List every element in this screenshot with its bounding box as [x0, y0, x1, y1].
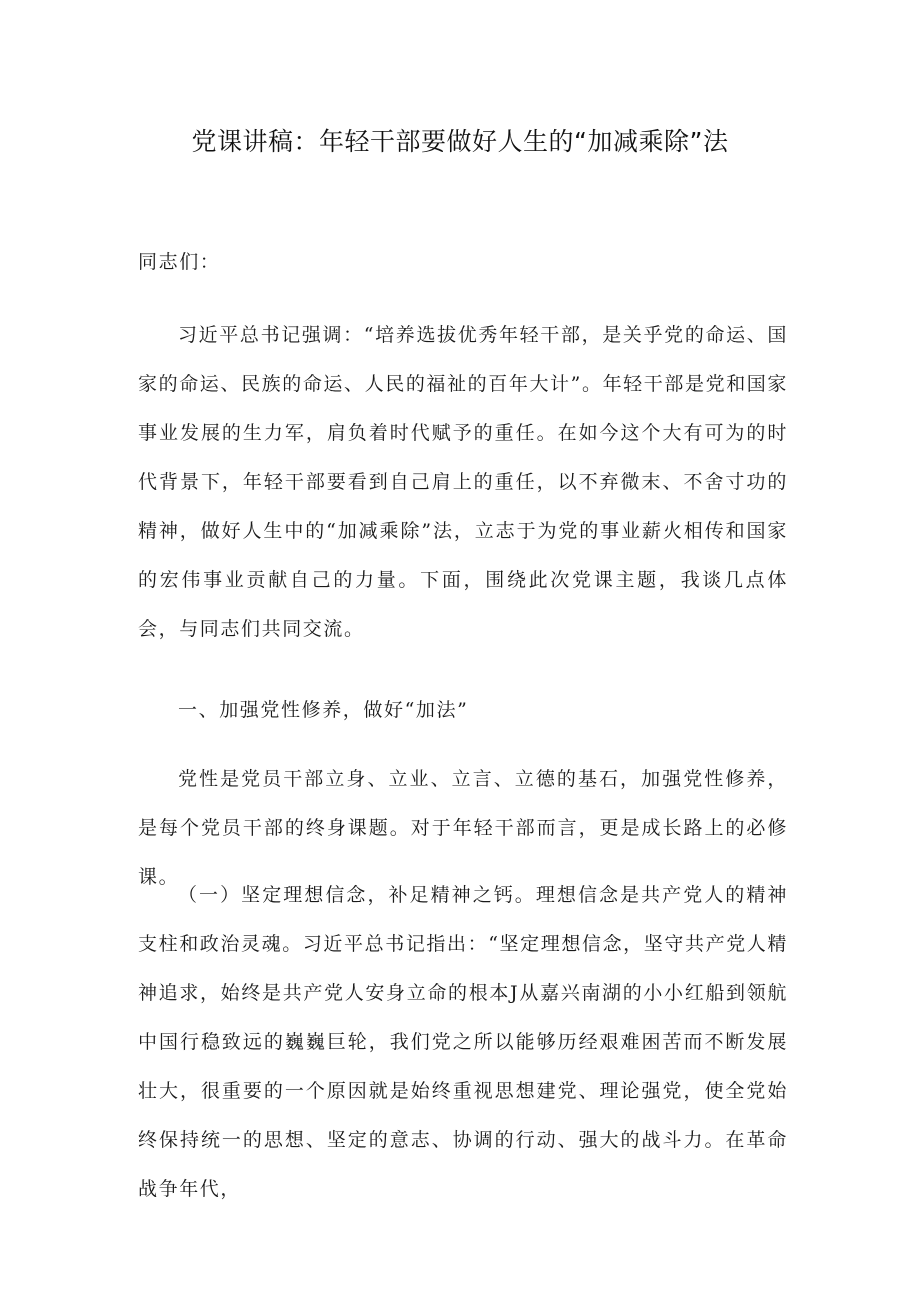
document-title: 党课讲稿：年轻干部要做好人生的“加减乘除”法 [191, 127, 729, 156]
greeting: 同志们： [138, 251, 221, 273]
paragraph-ideals: （一）坚定理想信念，补足精神之钙。理想信念是共产党人的精神支柱和政治灵魂。习近平总书记指出：“坚定理想信念，坚守共产党人精神追求，始终是共产党人安身立命的根本J从嘉兴南湖的小小红船到领航中国行稳致远的巍巍巨轮，我们党之所以能够历经艰难困苦而不断发展壮大，很重要的一个原因就是始终重视思想建党、理论强党，使全党始终保持统一的思想、坚定的意志、协调的行动、强大的战斗力。在革命战争年代， [138, 884, 788, 1200]
section-heading-1: 一、加强党性修养，做好“加法” [178, 699, 469, 721]
paragraph-intro: 习近平总书记强调：“培养选拔优秀年轻干部，是关乎党的命运、国家的命运、民族的命运、人民的福祉的百年大计”。年轻干部是党和国家事业发展的生力军，肩负着时代赋予的重任。在如今这个大有可为的时代背景下，年轻干部要看到自己肩上的重任，以不弃微末、不舍寸功的精神，做好人生中的“加减乘除”法，立志于为党的事业薪火相传和国家的宏伟事业贡献自己的力量。下面，围绕此次党课主题，我谈几点体会，与同志们共同交流。 [138, 324, 788, 640]
paragraph-party-spirit: 党性是党员干部立身、立业、立言、立德的基石，加强党性修养，是每个党员干部的终身课题。对于年轻干部而言，更是成长路上的必修课。 [138, 768, 788, 888]
